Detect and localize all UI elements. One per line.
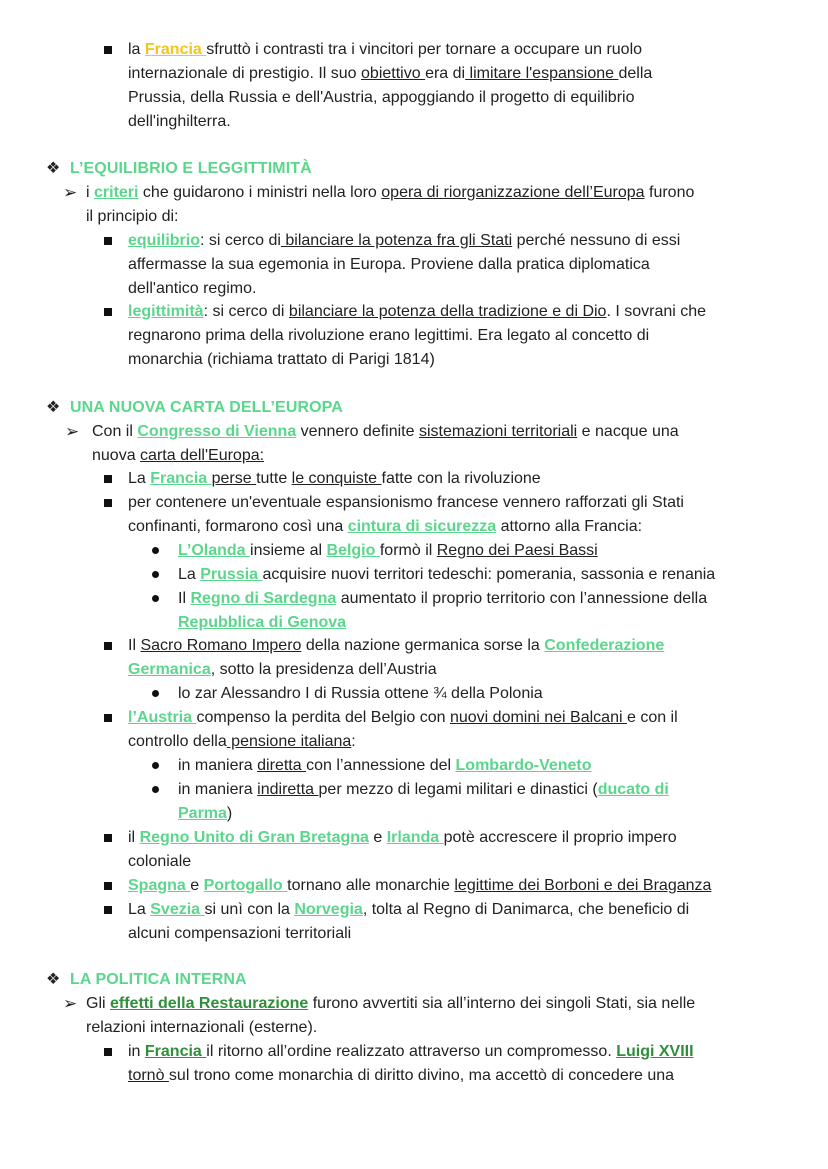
highlight-term: ducato di [597, 781, 669, 798]
text-segment: si unì con la [204, 901, 295, 918]
text-line [128, 828, 677, 848]
text-segment: nuova [92, 447, 141, 464]
text-segment: ) [226, 805, 233, 822]
text-line [178, 565, 715, 585]
text-segment: i [86, 184, 94, 201]
text-line [128, 64, 652, 84]
highlight-term: Spagna [128, 877, 191, 894]
text-segment: il principio di: [86, 208, 179, 225]
text-segment: Gli [86, 995, 110, 1012]
text-line [86, 183, 694, 203]
text-segment: in maniera [178, 781, 258, 798]
highlight-term: Prussia [200, 566, 263, 583]
text-segment: in [128, 1043, 145, 1060]
text-segment: bilanciare la potenza fra gli Stati [280, 232, 513, 249]
highlight-term: Parma [178, 805, 227, 822]
text-segment: carta dell'Europa: [140, 447, 265, 464]
text-line [86, 207, 178, 227]
text-line [128, 279, 256, 299]
text-segment: insieme al [250, 542, 327, 559]
text-segment: fatte con la rivoluzione [381, 470, 541, 487]
text-segment: per mezzo di legami militari e dinastici ( [318, 781, 598, 798]
section-heading: LA POLITICA INTERNA [70, 971, 247, 988]
square-bullet-icon [104, 493, 112, 513]
text-line [128, 469, 541, 489]
text-segment: e [368, 829, 387, 846]
square-bullet-icon [104, 876, 112, 896]
diamond-bullet-icon: ❖ [46, 399, 61, 416]
diamond-bullet-icon: ❖ [46, 160, 61, 177]
square-bullet-icon [104, 469, 112, 489]
section-heading: UNA NUOVA CARTA DELL’EUROPA [70, 399, 343, 416]
text-segment: regnarono prima della rivoluzione erano legittimi. Era legato al concetto di [128, 327, 650, 344]
text-segment: . I sovrani che [606, 303, 707, 320]
highlight-term: Luigi XVIII [616, 1043, 694, 1060]
square-bullet-icon [104, 708, 112, 728]
highlight-term: equilibrio [128, 232, 200, 249]
text-segment: limitare l'espansione [465, 65, 619, 82]
text-segment: Regno dei Paesi Bassi [436, 542, 598, 559]
text-line [70, 398, 343, 418]
text-segment: lo zar Alessandro I di Russia ottene ¾ della Polonia [178, 685, 543, 702]
text-line [128, 852, 191, 872]
text-segment: sistemazioni territoriali [418, 423, 578, 440]
text-line [178, 780, 669, 800]
text-line [128, 255, 650, 275]
text-segment: in maniera [178, 757, 258, 774]
text-segment: tornano alle monarchie [287, 877, 455, 894]
text-segment: internazionale di prestigio. Il suo [128, 65, 362, 82]
highlight-term: Francia [144, 1043, 207, 1060]
text-line [128, 708, 678, 728]
text-segment: sul trono come monarchia di diritto divino, ma accettò di concedere una [168, 1067, 675, 1084]
section-heading: L’EQUILIBRIO E LEGGITTIMITÀ [70, 160, 312, 177]
text-segment: le conquiste [291, 470, 382, 487]
highlight-term: l’Austria [128, 709, 197, 726]
arrow-bullet-icon: ➢ [65, 422, 80, 441]
highlight-term: Regno Unito di Gran Bretagna [139, 829, 369, 846]
highlight-term: Regno di Sardegna [190, 590, 337, 607]
square-bullet-icon [104, 1042, 112, 1062]
text-line [128, 517, 642, 537]
text-line [86, 1018, 317, 1038]
text-segment: e nacque una [577, 423, 679, 440]
arrow-bullet-icon: ➢ [63, 994, 78, 1013]
text-line [128, 876, 711, 896]
text-line [128, 493, 684, 513]
text-segment: della [618, 65, 653, 82]
text-segment: controllo della [128, 733, 227, 750]
text-segment: la [128, 41, 145, 58]
highlight-term: Lombardo-Veneto [455, 757, 592, 774]
text-segment: affermasse la sua egemonia in Europa. Proviene dalla pratica diplomatica [128, 256, 650, 273]
text-segment: furono avvertiti sia all’interno dei singoli Stati, sia nelle [308, 995, 696, 1012]
text-line [128, 326, 649, 346]
highlight-term: cintura di sicurezza [347, 518, 497, 535]
text-line [128, 1066, 674, 1086]
text-segment: aumentato il proprio territorio con l’annessione della [336, 590, 708, 607]
text-line [128, 900, 689, 920]
text-line [178, 541, 598, 561]
highlight-term: Congresso di Vienna [137, 423, 297, 440]
text-line [178, 613, 346, 633]
text-line [86, 994, 695, 1014]
text-segment: relazioni internazionali (esterne). [86, 1019, 318, 1036]
text-segment: potè accrescere il proprio impero [443, 829, 677, 846]
dot-bullet-icon [152, 780, 159, 800]
text-segment: sfruttò i contrasti tra i vincitori per tornare a occupare un ruolo [206, 41, 643, 58]
text-line [128, 88, 634, 108]
text-segment: Con il [92, 423, 138, 440]
text-segment: La [178, 566, 201, 583]
text-segment: nuovi domini nei Balcani [449, 709, 627, 726]
text-segment: Prussia, della Russia e dell'Austria, appoggiando il progetto di equilibrio [128, 89, 635, 106]
text-line [128, 231, 680, 251]
text-segment: alcuni compensazioni territoriali [128, 925, 352, 942]
text-segment: dell'antico regimo. [128, 280, 257, 297]
highlight-term: effetti della Restaurazione [110, 995, 309, 1012]
text-line [92, 446, 264, 466]
text-segment: confinanti, formarono così una [128, 518, 348, 535]
highlight-term: Portogallo [203, 877, 288, 894]
dot-bullet-icon [152, 589, 159, 609]
highlight-term: Francia [150, 470, 212, 487]
dot-bullet-icon [152, 565, 159, 585]
highlight-term: Svezia [150, 901, 205, 918]
text-line [128, 302, 706, 322]
square-bullet-icon [104, 302, 112, 322]
text-segment: e [190, 877, 204, 894]
text-segment: pensione italiana [226, 733, 352, 750]
text-line [128, 732, 356, 752]
diamond-bullet-icon: ❖ [46, 971, 61, 988]
text-line [128, 1042, 694, 1062]
text-segment: e con il [626, 709, 678, 726]
text-segment: bilanciare la potenza della tradizione e di Dio [288, 303, 607, 320]
text-segment: tutte [256, 470, 292, 487]
highlight-term: Germanica [128, 661, 211, 678]
text-segment: legittime dei Borboni e dei Braganza [454, 877, 712, 894]
highlight-term: Francia [144, 41, 207, 58]
text-line [128, 40, 642, 60]
text-segment: era di [425, 65, 466, 82]
text-segment: il ritorno all’ordine realizzato attraverso un compromesso. [206, 1043, 617, 1060]
square-bullet-icon [104, 828, 112, 848]
text-segment: acquisire nuovi territori tedeschi: pomerania, sassonia e renania [262, 566, 716, 583]
dot-bullet-icon [152, 541, 159, 561]
text-line [128, 350, 435, 370]
highlight-term: criteri [94, 184, 139, 201]
text-segment: , sotto la presidenza dell’Austria [210, 661, 437, 678]
text-line [92, 422, 679, 442]
text-segment: indiretta [257, 781, 319, 798]
text-segment: Il [128, 637, 141, 654]
text-line [178, 684, 543, 704]
highlight-term: Belgio [326, 542, 380, 559]
text-line [70, 970, 247, 990]
text-segment: , tolta al Regno di Danimarca, che beneficio di [362, 901, 690, 918]
highlight-term: Repubblica di Genova [178, 614, 347, 631]
text-segment: coloniale [128, 853, 192, 870]
text-segment: : si cerco di [203, 303, 289, 320]
square-bullet-icon [104, 231, 112, 251]
text-segment: La [128, 901, 151, 918]
dot-bullet-icon [152, 684, 159, 704]
text-segment: perse [211, 470, 257, 487]
text-segment: furono [644, 184, 695, 201]
text-line [178, 756, 592, 776]
text-line [128, 924, 351, 944]
text-segment: formò il [379, 542, 437, 559]
text-segment: : si cerco di [200, 232, 281, 249]
text-segment: attorno alla Francia: [496, 518, 643, 535]
dot-bullet-icon [152, 756, 159, 776]
highlight-term: L’Olanda [178, 542, 251, 559]
text-line [70, 159, 312, 179]
text-segment: per contenere un'eventuale espansionismo francese vennero rafforzati gli Stati [128, 494, 684, 511]
text-segment: che guidarono i ministri nella loro [138, 184, 382, 201]
text-segment: La [128, 470, 151, 487]
highlight-term: Confederazione [544, 637, 665, 654]
text-segment: tornò [128, 1067, 169, 1084]
highlight-term: legittimità [128, 303, 204, 320]
text-segment: della nazione germanica sorse la [301, 637, 545, 654]
text-segment: con l’annessione del [306, 757, 456, 774]
text-line [128, 636, 664, 656]
highlight-term: Norvegia [294, 901, 363, 918]
highlight-term: Irlanda [386, 829, 444, 846]
text-segment: dell'inghilterra. [128, 113, 231, 130]
text-segment: vennero definite [296, 423, 419, 440]
text-segment: Il [178, 590, 191, 607]
text-line [128, 660, 437, 680]
text-segment: compenso la perdita del Belgio con [196, 709, 450, 726]
text-segment: : [351, 733, 356, 750]
text-segment: Sacro Romano Impero [140, 637, 302, 654]
text-segment: perché nessuno di essi [512, 232, 681, 249]
text-line [178, 804, 232, 824]
text-line [128, 112, 231, 132]
text-segment: opera di riorganizzazione dell’Europa [381, 184, 645, 201]
square-bullet-icon [104, 900, 112, 920]
text-segment: obiettivo [361, 65, 426, 82]
text-segment: diretta [257, 757, 307, 774]
arrow-bullet-icon: ➢ [63, 183, 78, 202]
square-bullet-icon [104, 636, 112, 656]
text-segment: monarchia (richiama trattato di Parigi 1814) [128, 351, 435, 368]
text-segment: il [128, 829, 140, 846]
square-bullet-icon [104, 40, 112, 60]
text-line [178, 589, 707, 609]
